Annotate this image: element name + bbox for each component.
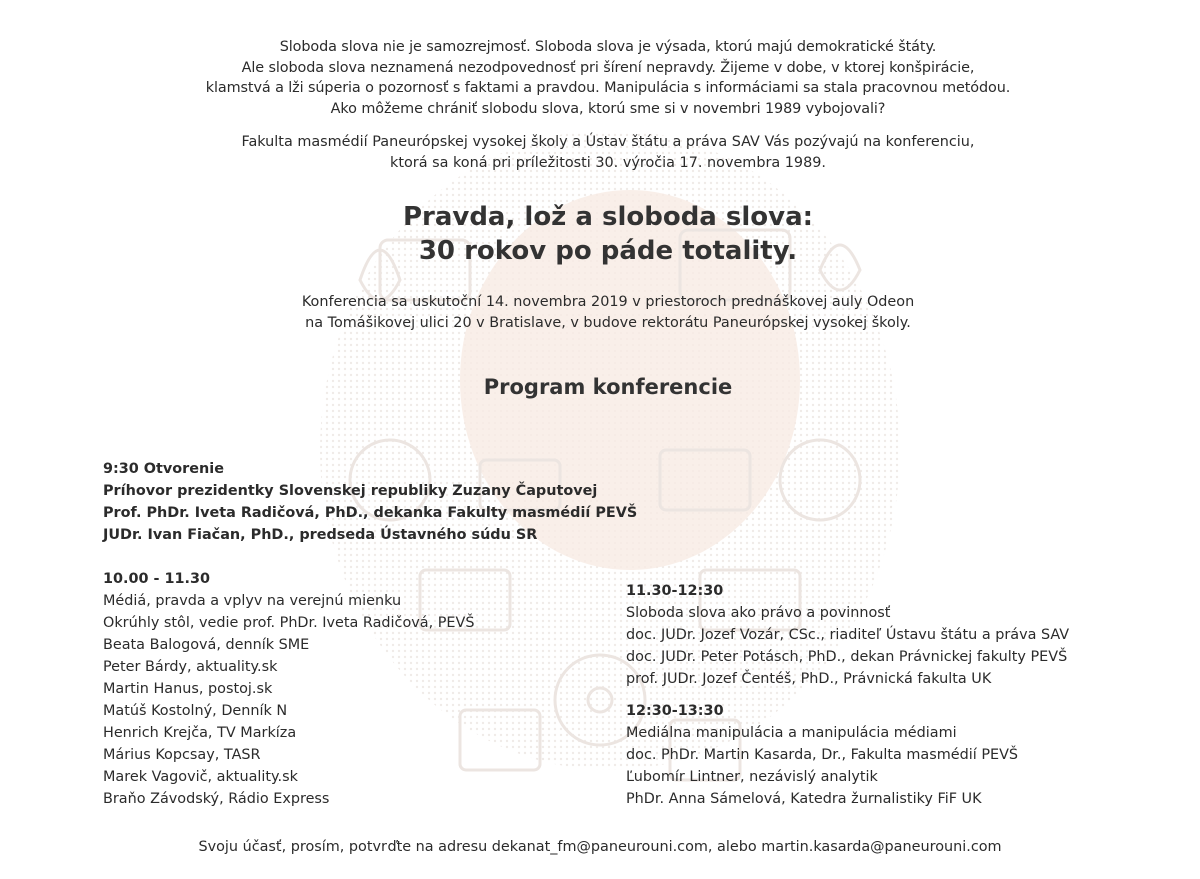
session-time: 10.00 - 11.30 (103, 571, 211, 587)
session-line: Mediálna manipulácia a manipulácia médiami (626, 725, 957, 741)
session-line: Henrich Krejča, TV Markíza (103, 725, 297, 741)
session-line: Marek Vagovič, aktuality.sk (103, 769, 298, 785)
opening-line: 9:30 Otvorenie (103, 461, 224, 477)
intro-line: Sloboda slova nie je samozrejmosť. Sloboda slova je výsada, ktorú majú demokratické štáty. (279, 39, 937, 55)
intro-line: Ale sloboda slova neznamená nezodpovednosť pri šírení nepravdy. Žijeme v dobe, v ktorej konšpirácie, (241, 59, 975, 76)
opening-line: Prof. PhDr. Iveta Radičová, PhD., dekanka Fakulty masmédií PEVŠ (103, 505, 638, 521)
session-line: Okrúhly stôl, vedie prof. PhDr. Iveta Radičová, PEVŠ (103, 615, 475, 631)
session-line: doc. PhDr. Martin Kasarda, Dr., Fakulta masmédií PEVŠ (626, 747, 1019, 763)
session-line: Braňo Závodský, Rádio Express (103, 791, 330, 807)
session-line: doc. JUDr. Peter Potásch, PhD., dekan Právnickej fakulty PEVŠ (626, 649, 1068, 665)
invite-paragraph (100, 132, 1116, 173)
session-2-3-block (626, 580, 1069, 810)
session-line: PhDr. Anna Sámelová, Katedra žurnalistiky FiF UK (626, 791, 982, 807)
intro-line: Ako môžeme chrániť slobodu slova, ktorú sme si v novembri 1989 vybojovali? (330, 100, 886, 117)
session-line: Márius Kopcsay, TASR (103, 747, 261, 763)
session-line: Sloboda slova ako právo a povinnosť (626, 605, 891, 621)
session-line: Martin Hanus, postoj.sk (103, 681, 273, 697)
intro-line: klamstvá a lži súperia o pozornosť s faktami a pravdou. Manipulácia s informáciami sa stala pracovnou metódou. (205, 80, 1011, 96)
opening-line: JUDr. Ivan Fiačan, PhD., predseda Ústavného súdu SR (103, 527, 538, 543)
venue-line: Konferencia sa uskutoční 14. novembra 2019 v priestoroch prednáškovej auly Odeon (301, 294, 915, 310)
session-line: Médiá, pravda a vplyv na verejnú mienku (103, 593, 402, 609)
invite-line: Fakulta masmédií Paneurópskej vysokej školy a Ústav štátu a práva SAV Vás pozývajú na konferenciu, (241, 134, 975, 150)
title-line-2: 30 rokov po páde totality. (418, 236, 798, 266)
invite-line: ktorá sa koná pri príležitosti 30. výročia 17. novembra 1989. (390, 154, 826, 171)
session-time: 11.30-12:30 (626, 583, 724, 599)
intro-paragraph (100, 37, 1116, 119)
rsvp-footer: Svoju účasť, prosím, potvrďte na adresu dekanat_fm@paneurouni.com, alebo martin.kasarda@paneurouni.com (198, 839, 1002, 855)
session-line: doc. JUDr. Jozef Vozár, CSc., riaditeľ Ústavu štátu a práva SAV (626, 627, 1070, 643)
program-heading: Program konferencie (483, 375, 733, 399)
session-line: Beata Balogová, denník SME (103, 637, 310, 653)
title-line-1: Pravda, lož a sloboda slova: (402, 202, 814, 232)
opening-line: Príhovor prezidentky Slovenskej republiky Zuzany Čaputovej (103, 483, 598, 499)
conference-title (100, 200, 1116, 268)
session-line: Matúš Kostolný, Denník N (103, 703, 288, 719)
session-time: 12:30-13:30 (626, 703, 724, 719)
venue-paragraph (100, 292, 1116, 333)
session-line: prof. JUDr. Jozef Čentéš, PhD., Právnická fakulta UK (626, 671, 992, 687)
session-line: Peter Bárdy, aktuality.sk (103, 659, 278, 675)
opening-block (103, 458, 637, 546)
spacer (626, 690, 1069, 700)
session-line: Ľubomír Lintner, nezávislý analytik (626, 769, 878, 785)
venue-line: na Tomášikovej ulici 20 v Bratislave, v budove rektorátu Paneurópskej vysokej školy. (305, 314, 911, 331)
session-1-block (103, 568, 475, 810)
